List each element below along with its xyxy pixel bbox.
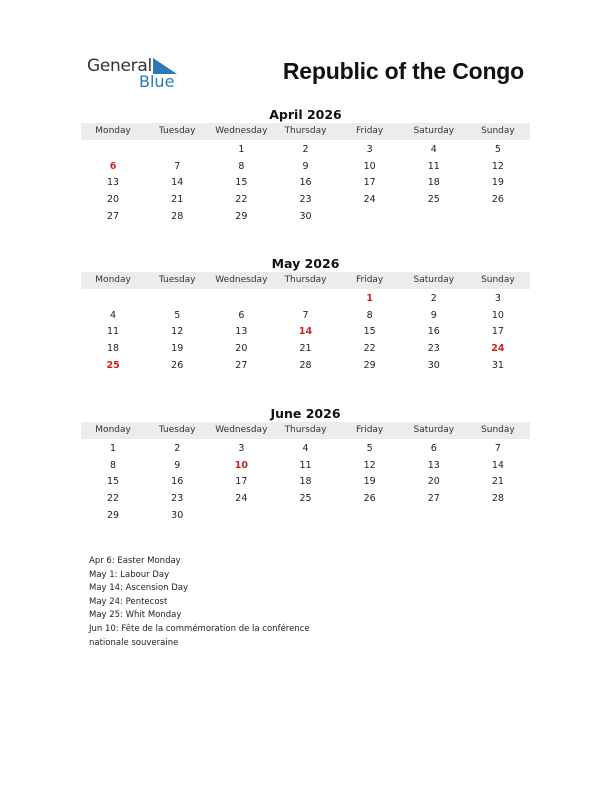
week-row xyxy=(81,508,530,525)
weekday-label: Tuesday xyxy=(158,425,196,435)
day-cell: 7 xyxy=(174,160,181,172)
month-title: May 2026 xyxy=(271,256,340,271)
week-row xyxy=(81,192,530,209)
week-row xyxy=(81,491,530,508)
day-cell: 18 xyxy=(299,476,312,488)
week-row xyxy=(81,142,530,159)
week-row xyxy=(81,308,530,325)
day-cell: 17 xyxy=(235,476,248,488)
day-cell: 17 xyxy=(491,326,504,338)
day-cell: 21 xyxy=(171,194,184,206)
empty-day-cell xyxy=(273,508,337,525)
day-cell: 16 xyxy=(427,326,440,338)
holiday-day-cell: 10 xyxy=(234,459,248,471)
day-cell: 29 xyxy=(363,359,376,371)
day-cell: 7 xyxy=(494,443,501,454)
month-may xyxy=(81,256,530,374)
day-cell: 13 xyxy=(235,326,248,338)
day-cell: 19 xyxy=(171,343,184,355)
week-row xyxy=(81,291,530,308)
day-cell: 28 xyxy=(171,210,184,222)
day-cell: 12 xyxy=(491,160,504,172)
empty-day-cell xyxy=(81,291,145,308)
day-cell: 19 xyxy=(491,177,504,189)
weekday-header xyxy=(81,272,530,289)
weekday-label: Saturday xyxy=(413,425,455,435)
holiday-note: Apr 6: Easter Monday xyxy=(89,556,181,566)
day-cell: 23 xyxy=(171,493,184,505)
month-title: April 2026 xyxy=(269,107,342,122)
day-cell: 22 xyxy=(235,194,248,206)
day-cell: 19 xyxy=(363,476,376,488)
day-cell: 26 xyxy=(491,194,504,206)
day-cell: 14 xyxy=(491,459,504,471)
day-cell: 10 xyxy=(491,309,504,321)
day-cell: 17 xyxy=(363,177,376,189)
empty-day-cell xyxy=(466,508,530,525)
holiday-note: May 1: Labour Day xyxy=(89,569,170,580)
month-june xyxy=(81,406,530,524)
week-row xyxy=(81,324,530,341)
day-cell: 25 xyxy=(299,493,312,505)
month-april xyxy=(81,107,530,225)
weekday-label: Sunday xyxy=(481,126,515,136)
generalblue-logo xyxy=(87,56,187,92)
weekday-label: Saturday xyxy=(413,275,455,285)
day-cell: 24 xyxy=(235,493,248,505)
weekday-label: Monday xyxy=(95,275,131,285)
empty-day-cell xyxy=(273,291,337,308)
empty-day-cell xyxy=(209,291,273,308)
week-row xyxy=(81,458,530,475)
weekday-label: Monday xyxy=(95,126,131,136)
day-cell: 12 xyxy=(171,326,184,338)
day-cell: 10 xyxy=(363,160,376,172)
day-cell: 11 xyxy=(107,326,120,338)
day-cell: 8 xyxy=(110,459,117,471)
day-cell: 12 xyxy=(363,459,376,471)
holiday-day-cell: 14 xyxy=(298,326,313,338)
day-cell: 16 xyxy=(299,177,312,189)
day-cell: 23 xyxy=(427,343,440,355)
day-cell: 1 xyxy=(110,443,117,454)
weekday-label: Wednesday xyxy=(215,126,268,136)
weekday-label: Saturday xyxy=(413,126,455,136)
day-cell: 3 xyxy=(238,443,245,454)
holiday-notes xyxy=(89,555,349,650)
day-cell: 30 xyxy=(299,210,312,222)
day-cell: 21 xyxy=(491,476,504,488)
day-cell: 22 xyxy=(107,493,120,505)
day-cell: 13 xyxy=(427,459,440,471)
day-cell: 3 xyxy=(366,144,373,155)
day-cell: 27 xyxy=(235,359,248,371)
holiday-note: Jun 10: Fête de la commémoration de la conférence xyxy=(89,623,310,634)
weekday-label: Tuesday xyxy=(158,126,196,136)
day-cell: 4 xyxy=(110,309,117,321)
day-cell: 15 xyxy=(235,177,248,189)
day-cell: 31 xyxy=(491,359,504,371)
weekday-label: Tuesday xyxy=(158,275,196,285)
day-cell: 2 xyxy=(430,293,437,304)
day-cell: 8 xyxy=(238,160,245,172)
day-cell: 4 xyxy=(430,144,437,155)
day-cell: 18 xyxy=(107,343,120,355)
weekday-label: Monday xyxy=(95,425,131,435)
week-row xyxy=(81,341,530,358)
day-cell: 9 xyxy=(174,459,181,471)
empty-day-cell xyxy=(145,291,209,308)
empty-day-cell xyxy=(338,508,402,525)
day-cell: 28 xyxy=(491,493,504,505)
weekday-label: Thursday xyxy=(284,275,327,285)
day-cell: 26 xyxy=(171,359,184,371)
logo-text-general: General xyxy=(87,56,152,76)
holiday-day-cell: 1 xyxy=(366,293,373,304)
weekday-label: Wednesday xyxy=(215,425,268,435)
weekday-label: Thursday xyxy=(284,425,327,435)
weekday-label: Wednesday xyxy=(215,275,268,285)
day-cell: 14 xyxy=(171,177,184,189)
empty-day-cell xyxy=(209,508,273,525)
day-cell: 26 xyxy=(363,493,376,505)
holiday-note: May 14: Ascension Day xyxy=(89,583,189,594)
day-cell: 29 xyxy=(107,509,120,521)
day-cell: 24 xyxy=(363,194,376,206)
country-title: Republic of the Congo xyxy=(282,58,524,84)
day-cell: 15 xyxy=(363,326,376,338)
week-row xyxy=(81,175,530,192)
weekday-header xyxy=(81,123,530,140)
logo-text-blue: Blue xyxy=(139,72,175,91)
day-cell: 6 xyxy=(430,443,437,454)
holiday-note: May 24: Pentecost xyxy=(89,596,168,607)
day-cell: 8 xyxy=(366,309,373,321)
week-row xyxy=(81,474,530,491)
holiday-day-cell: 25 xyxy=(106,359,120,371)
day-cell: 20 xyxy=(107,194,120,206)
holiday-note: May 25: Whit Monday xyxy=(89,610,182,621)
empty-day-cell xyxy=(402,508,466,525)
weekday-label: Sunday xyxy=(481,275,515,285)
day-cell: 9 xyxy=(302,160,309,172)
month-title: June 2026 xyxy=(270,406,341,421)
holiday-day-cell: 6 xyxy=(109,160,117,172)
week-row xyxy=(81,358,530,375)
empty-day-cell xyxy=(402,209,466,226)
weekday-label: Friday xyxy=(355,126,384,136)
weekday-label: Friday xyxy=(355,275,384,285)
weekday-header xyxy=(81,422,530,439)
day-cell: 6 xyxy=(238,309,245,321)
day-cell: 15 xyxy=(107,476,120,488)
weekday-label: Thursday xyxy=(284,126,327,136)
week-row xyxy=(81,159,530,176)
day-cell: 30 xyxy=(427,359,440,371)
day-cell: 28 xyxy=(299,359,312,371)
day-cell: 5 xyxy=(174,309,181,321)
day-cell: 16 xyxy=(171,476,184,488)
day-cell: 13 xyxy=(107,177,120,189)
day-cell: 18 xyxy=(427,177,440,189)
day-cell: 7 xyxy=(302,309,309,321)
weekday-label: Friday xyxy=(355,425,384,435)
day-cell: 11 xyxy=(299,459,312,471)
empty-day-cell xyxy=(338,209,402,226)
day-grid xyxy=(81,291,530,374)
day-cell: 29 xyxy=(235,210,248,222)
day-grid xyxy=(81,142,530,225)
empty-day-cell xyxy=(466,209,530,226)
day-cell: 23 xyxy=(299,194,312,206)
day-cell: 4 xyxy=(302,443,309,454)
day-cell: 5 xyxy=(366,443,373,454)
day-cell: 27 xyxy=(427,493,440,505)
holiday-day-cell: 24 xyxy=(491,343,505,355)
weekday-label: Sunday xyxy=(481,425,515,435)
day-cell: 25 xyxy=(427,194,440,206)
day-cell: 30 xyxy=(171,509,184,521)
day-cell: 22 xyxy=(363,343,376,355)
empty-day-cell xyxy=(145,142,209,159)
day-cell: 20 xyxy=(427,476,440,488)
day-grid xyxy=(81,441,530,524)
week-row xyxy=(81,209,530,226)
day-cell: 3 xyxy=(494,293,501,304)
day-cell: 5 xyxy=(494,144,501,155)
day-cell: 21 xyxy=(299,343,312,355)
day-cell: 9 xyxy=(430,309,437,321)
day-cell: 20 xyxy=(235,343,248,355)
holiday-note: nationale souveraine xyxy=(89,637,179,648)
day-cell: 2 xyxy=(302,144,309,155)
day-cell: 2 xyxy=(174,443,181,454)
day-cell: 11 xyxy=(427,160,440,172)
day-cell: 1 xyxy=(238,144,245,155)
day-cell: 27 xyxy=(107,210,120,222)
empty-day-cell xyxy=(81,142,145,159)
week-row xyxy=(81,441,530,458)
